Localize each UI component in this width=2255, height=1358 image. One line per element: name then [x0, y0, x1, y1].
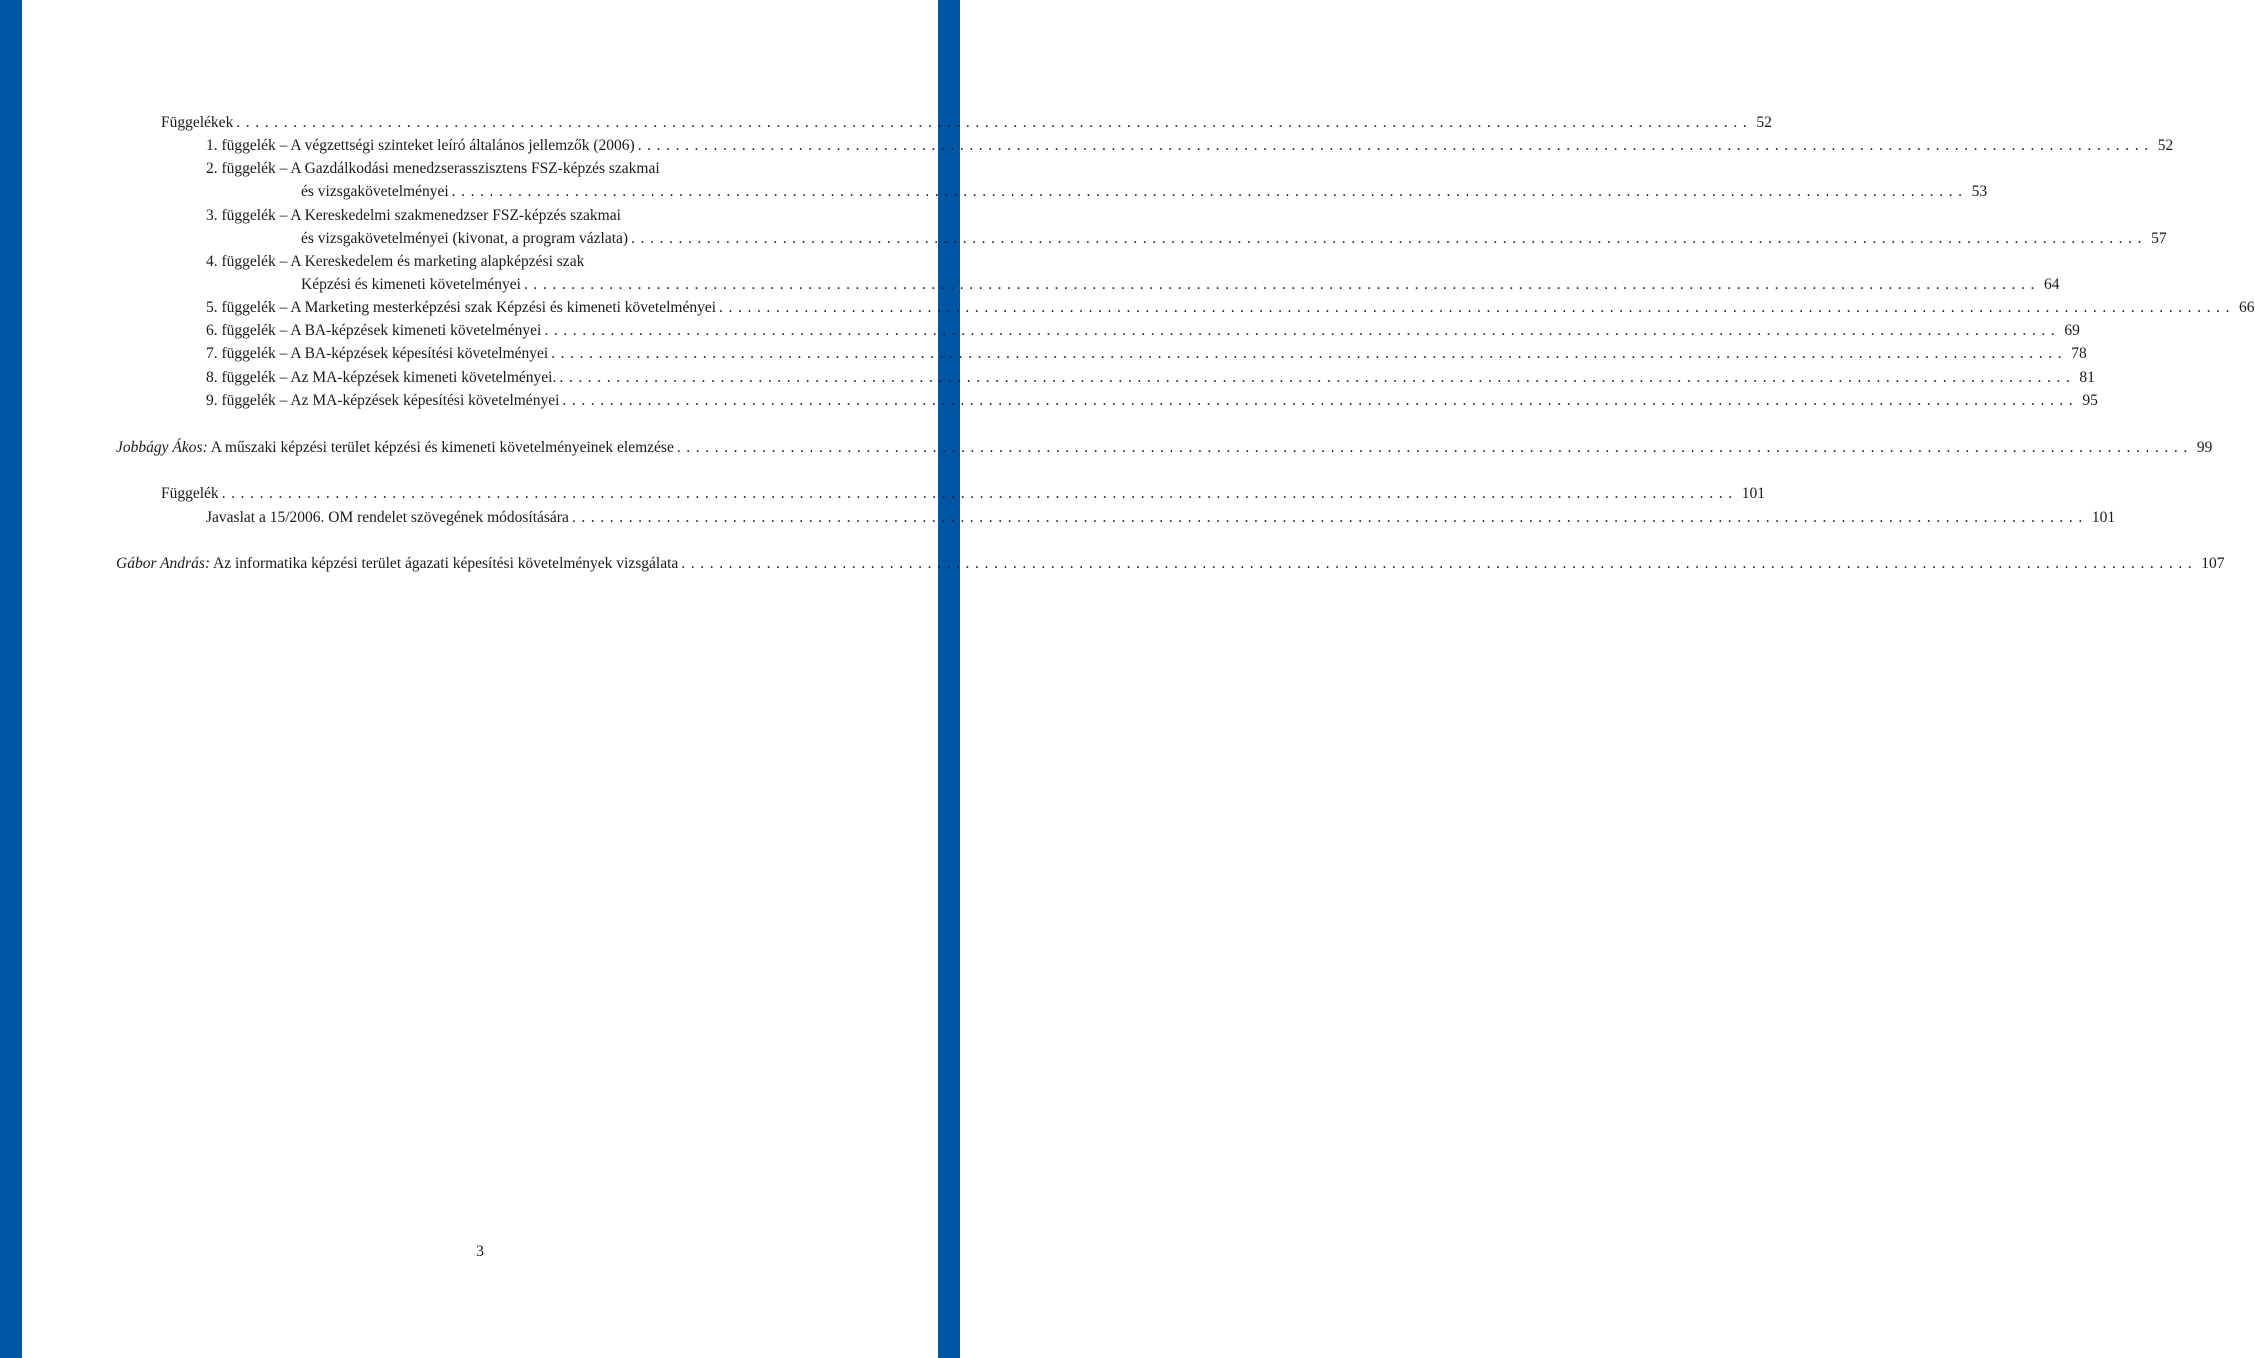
toc-page-number: 53 [1971, 183, 1988, 200]
toc-entry-title: 1. függelék – A végzettségi szinteket leíró általános jellemzők (2006) [206, 137, 635, 154]
toc-entry-title: és vizsgakövetelményei [301, 183, 449, 200]
toc-entry-title: 5. függelék – A Marketing mesterképzési szak Képzési és kimeneti követelményei [206, 299, 717, 316]
page-number: 3 [476, 1243, 484, 1260]
dot-leader: ................................................................................................................................................................ [562, 392, 2079, 409]
toc-entry-title: Függelék [161, 485, 219, 502]
dot-leader: ................................................................................................................................................................ [676, 439, 2193, 456]
toc-entry-fuggelek-9[interactable] [206, 390, 2098, 412]
left-accent-bar [0, 0, 22, 1358]
dot-leader: ................................................................................................................................................................ [637, 137, 2154, 154]
toc-page-number: 95 [2082, 392, 2098, 409]
dot-leader: ................................................................................................................................................................ [544, 322, 2061, 339]
author-name: Jobbágy Ákos: [116, 439, 208, 456]
toc-entry-fuggelekek[interactable] [161, 112, 1772, 134]
dot-leader: ................................................................................................................................................................ [681, 555, 2198, 572]
toc-entry-fuggelek-1[interactable] [206, 135, 2174, 157]
chapter-title: A műszaki képzési terület képzési és kimeneti követelményeinek elemzése [210, 439, 674, 456]
toc-page-number: 52 [2157, 137, 2174, 154]
toc-page-number: 107 [2201, 555, 2225, 572]
dot-leader: ................................................................................................................................................................ [221, 485, 1738, 502]
dot-leader: ................................................................................................................................................................ [631, 230, 2148, 247]
toc-entry-javaslat[interactable] [206, 507, 2116, 529]
toc-page-number: 64 [2043, 276, 2060, 293]
dot-leader: ................................................................................................................................................................ [236, 114, 1753, 131]
toc-entry-gabor[interactable] [116, 553, 2225, 575]
right-accent-bar [938, 0, 960, 1358]
toc-page-number: 81 [2079, 369, 2095, 386]
toc-page-number: 69 [2064, 322, 2080, 339]
toc-entry-title: 8. függelék – Az MA-képzések kimeneti követelményei. [206, 369, 557, 386]
toc-entry-title: 6. függelék – A BA-képzések kimeneti követelményei [206, 322, 542, 339]
toc-entry-jobbagy[interactable] [116, 437, 2213, 459]
toc-entry-title: Javaslat a 15/2006. OM rendelet szövegének módosítására [206, 509, 569, 526]
chapter-title: Az informatika képzési terület ágazati képesítési követelmények vizsgálata [213, 555, 679, 572]
toc-page-number: 66 [2239, 299, 2255, 316]
dot-leader: ................................................................................................................................................................ [571, 509, 2088, 526]
toc-page-number: 78 [2071, 345, 2087, 362]
toc-page-number: 101 [1741, 485, 1765, 502]
toc-page-number: 52 [1756, 114, 1772, 131]
toc-entry-fuggelek-6[interactable] [206, 320, 2080, 342]
toc-entry-fuggelek-5[interactable] [206, 297, 2255, 319]
dot-leader: ................................................................................................................................................................ [719, 299, 2236, 316]
toc-entry-title: 7. függelék – A BA-képzések képesítési követelményei [206, 345, 549, 362]
toc-entry-fuggelek[interactable] [161, 483, 1765, 505]
toc-entry-fuggelek-3-line1[interactable]: 3. függelék – A Kereskedelmi szakmenedzser FSZ-képzés szakmai [206, 207, 621, 224]
toc-page-number: 99 [2196, 439, 2213, 456]
author-name: Gábor András: [116, 555, 211, 572]
toc-entry-title: és vizsgakövetelményei (kivonat, a program vázlata) [301, 230, 629, 247]
toc-entry-fuggelek-4-line1[interactable]: 4. függelék – A Kereskedelem és marketing alapképzési szak [206, 253, 585, 270]
toc-entry-title [116, 437, 677, 459]
toc-entry-fuggelek-3[interactable] [301, 228, 2167, 250]
dot-leader: ................................................................................................................................................................ [451, 183, 1968, 200]
toc-entry-title: Függelékek [161, 114, 234, 131]
toc-entry-title [116, 553, 681, 575]
toc-entry-fuggelek-8[interactable] [206, 367, 2095, 389]
dot-leader: ................................................................................................................................................................ [551, 345, 2068, 362]
toc-page-number: 57 [2151, 230, 2167, 247]
toc-entry-fuggelek-7[interactable] [206, 343, 2087, 365]
dot-leader: ................................................................................................................................................................ [523, 276, 2040, 293]
toc-entry-title: 9. függelék – Az MA-képzések képesítési követelményei [206, 392, 560, 409]
toc-entry-title: Képzési és kimeneti követelményei [301, 276, 521, 293]
toc-page-number: 101 [2091, 509, 2116, 526]
toc-entry-fuggelek-2-line1[interactable]: 2. függelék – A Gazdálkodási menedzserasszisztens FSZ-képzés szakmai [206, 160, 660, 177]
dot-leader: ................................................................................................................................................................ [559, 369, 2076, 386]
toc-entry-fuggelek-2[interactable] [301, 181, 1988, 203]
toc-entry-fuggelek-4[interactable] [301, 274, 2060, 296]
